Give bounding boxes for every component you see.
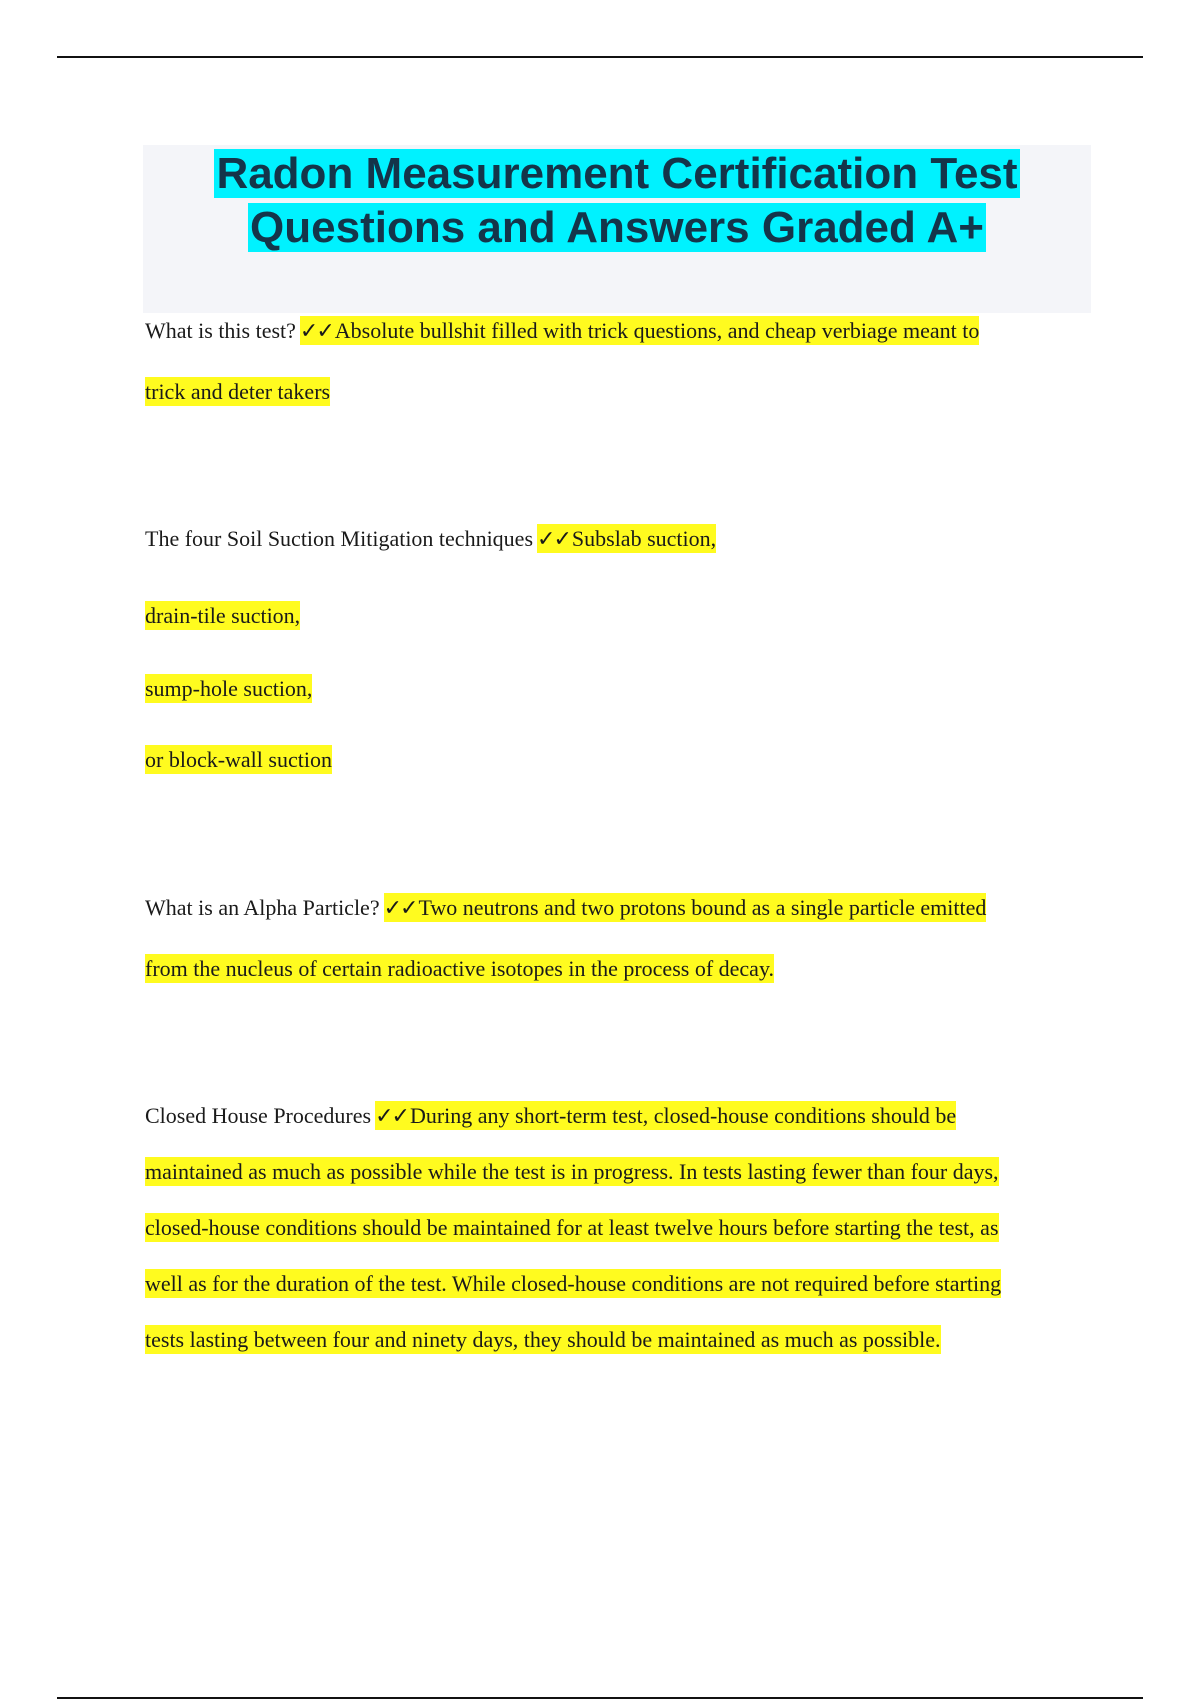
answer-highlight [537,524,716,553]
answer-highlight [384,893,987,922]
checkmark-icon: ✓✓ [299,319,333,344]
qa-item [145,522,1090,783]
qa-line [145,1099,1090,1155]
answer-text: During any short-term test, closed-house conditions should be [409,1103,957,1128]
checkmark-icon: ✓✓ [375,1104,408,1129]
answer-text: closed-house conditions should be maintained for at least twelve hours before starting the test, as [145,1215,999,1240]
answer-text: tests lasting between four and ninety days, they should be maintained as much as possible. [145,1327,941,1352]
answer-text: Two neutrons and two protons bound as a single particle emitted [418,895,987,920]
qa-line [145,599,1090,672]
answer-text: well as for the duration of the test. While closed-house conditions are not required before starting [145,1271,1002,1296]
document-title-block [143,145,1091,313]
answer-text: Absolute bullshit filled with trick questions, and cheap verbiage meant to [334,318,980,343]
answer-text: trick and deter takers [145,379,331,404]
qa-line [145,314,1090,375]
answer-text: Subslab suction, [571,526,717,551]
question-text: Closed House Procedures [145,1103,372,1128]
qa-line [145,952,1090,1013]
qa-line [145,1323,1090,1379]
qa-line [145,672,1090,743]
qa-item [145,891,1090,1013]
qa-line [145,522,1090,599]
question-text: What is this test? [145,318,296,343]
checkmark-icon: ✓✓ [383,896,417,921]
qa-item [145,314,1090,436]
qa-line [145,375,1090,436]
answer-highlight [375,1101,956,1130]
answer-text: sump-hole suction, [145,676,313,701]
checkmark-icon: ✓✓ [537,527,570,552]
qa-line [145,1211,1090,1267]
question-text: What is an Alpha Particle? [145,895,380,920]
answer-text: drain-tile suction, [145,603,301,628]
qa-line [145,891,1090,952]
title-line-1: Radon Measurement Certification Test [216,149,1018,198]
answer-highlight [300,316,979,345]
document-title [143,145,1091,255]
qa-line [145,1155,1090,1211]
answer-text: or block-wall suction [145,747,332,772]
qa-line [145,1267,1090,1323]
title-line-2: Questions and Answers Graded A+ [250,203,984,252]
header-rule [57,56,1143,58]
qa-item [145,1099,1090,1379]
answer-text: maintained as much as possible while the test is in progress. In tests lasting fewer than four days, [145,1159,999,1184]
qa-line [145,743,1090,783]
footer-rule [57,1697,1143,1699]
question-text: The four Soil Suction Mitigation techniques [145,526,534,551]
answer-text: from the nucleus of certain radioactive isotopes in the process of decay. [145,956,775,981]
